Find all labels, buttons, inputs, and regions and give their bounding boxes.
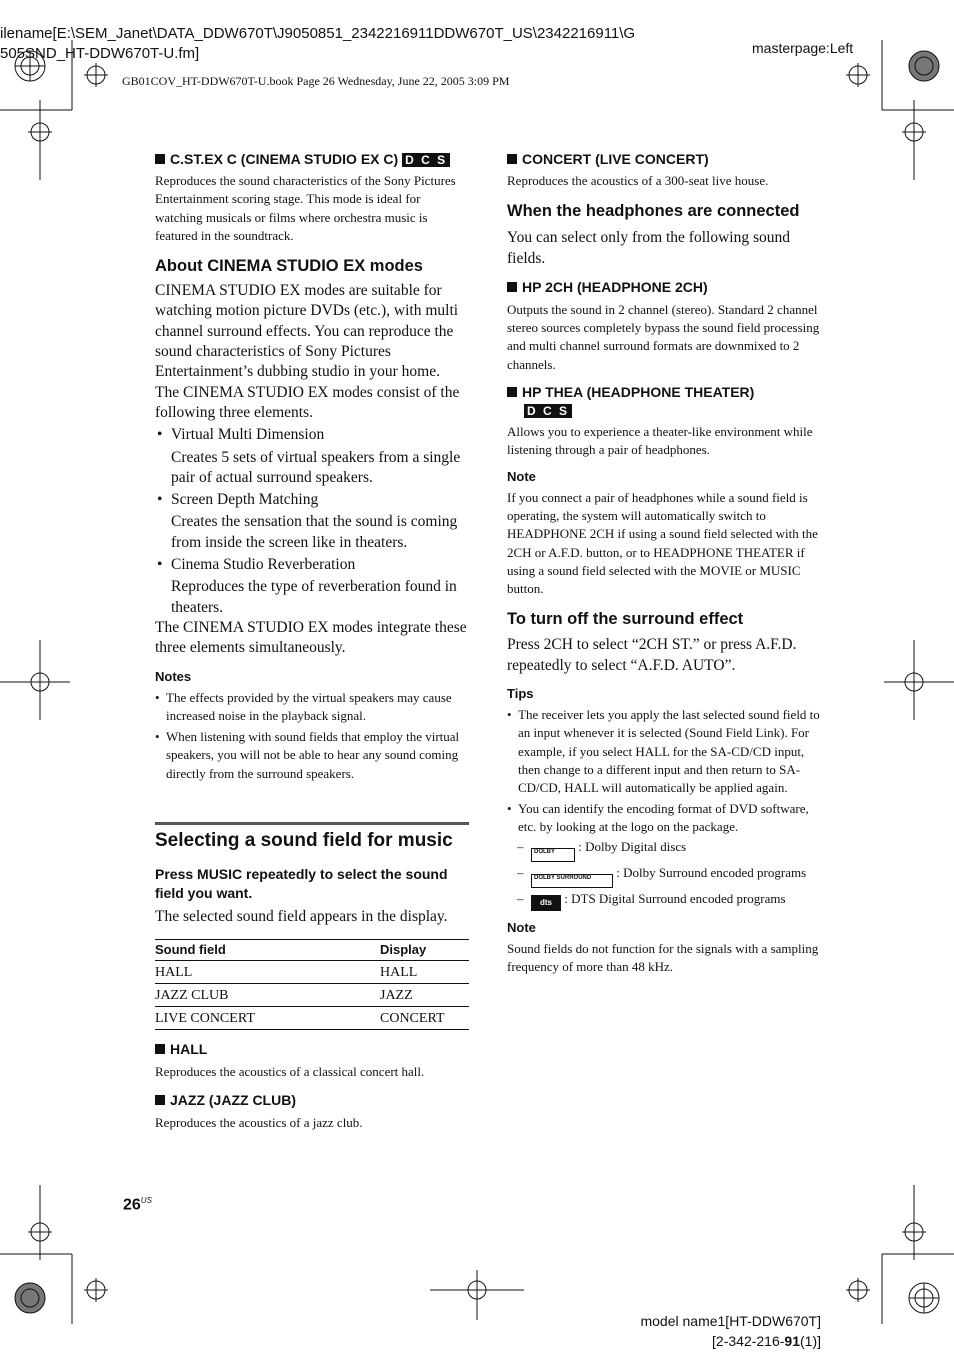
dolby-surround-logo-icon: DOLBY SURROUND: [531, 874, 613, 888]
elements-list: [155, 425, 471, 618]
table-header-row: [155, 940, 469, 961]
model-line-1: model name1[HT-DDW670T]: [640, 1313, 821, 1329]
about-paragraph-3: The CINEMA STUDIO EX modes integrate these three elements simultaneously.: [155, 618, 467, 657]
note-text: Sound fields do not function for the signals with a sampling frequency of more than 48 kHz.: [507, 941, 819, 975]
page-suffix: US: [140, 1196, 152, 1205]
masterpage-label: masterpage:Left: [752, 40, 854, 56]
section-divider: [155, 822, 469, 825]
file-path-line-2: 505SND_HT-DDW670T-U.fm]: [0, 45, 200, 62]
instruction-result: The selected sound field appears in the display.: [155, 908, 448, 925]
about-heading: About CINEMA STUDIO EX modes: [155, 257, 423, 276]
tips-heading: Tips: [507, 686, 534, 702]
jazz-text: Reproduces the acoustics of a jazz club.: [155, 1114, 363, 1130]
model-info: [640, 1311, 821, 1351]
turnoff-heading: To turn off the surround effect: [507, 610, 744, 629]
book-info-line: GB01COV_HT-DDW670T-U.book Page 26 Wednesday, June 22, 2005 3:09 PM: [122, 74, 510, 88]
element-title: • Cinema Studio Reverberation: [155, 555, 471, 575]
table-cell: HALL: [155, 961, 380, 984]
dcs-badge: D C S: [402, 153, 450, 167]
section-heading: Selecting a sound field for music: [155, 830, 453, 851]
square-bullet-icon: [507, 387, 517, 397]
instruction-step: Press MUSIC repeatedly to select the sound field you want.: [155, 866, 448, 901]
hall-text: Reproduces the acoustics of a classical concert hall.: [155, 1064, 425, 1080]
table-row: [155, 1007, 469, 1030]
table-cell: JAZZ: [380, 984, 469, 1007]
table-cell: CONCERT: [380, 1007, 469, 1030]
hp2ch-text: Outputs the sound in 2 channel (stereo). Standard 2 channel stereo sources completely bypass the sound field processing and multi channel surround formats are downmixed to 2 channels.: [507, 301, 820, 372]
note-text: If you connect a pair of headphones while a sound field is operating, the system will automatically switch to HEADPHONE 2CH if using a sound field selected with the 2CH or A.F.D. button, or to HEADPHONE THEATER if using a sound field selected with the MOVIE or MUSIC button.: [507, 489, 818, 597]
about-paragraph-2: The CINEMA STUDIO EX modes consist of the following three elements.: [155, 383, 460, 421]
dts-logo-icon: dts: [531, 895, 561, 911]
square-bullet-icon: [155, 154, 165, 164]
concert-text: Reproduces the acoustics of a 300-seat live house.: [507, 173, 769, 188]
jazz-heading: JAZZ (JAZZ CLUB): [155, 1091, 471, 1109]
note-item: • The effects provided by the virtual speakers may cause increased noise in the playback signal.: [155, 689, 471, 726]
logo-item: – DOLBY SURROUND : Dolby Surround encoded programs: [507, 864, 823, 888]
left-column-lower: [155, 829, 471, 1132]
tip-item: • You can identify the encoding format of DVD software, etc. by looking at the logo on the package.: [507, 800, 823, 837]
table-cell: LIVE CONCERT: [155, 1007, 380, 1030]
file-path-header: [0, 24, 635, 64]
element-desc: Creates the sensation that the sound is coming from inside the screen like in theaters.: [171, 513, 458, 551]
logo-item: – dts : DTS Digital Surround encoded programs: [507, 890, 823, 911]
note-heading: Note: [507, 920, 536, 936]
sound-field-table: [155, 939, 469, 1030]
table-cell: JAZZ CLUB: [155, 984, 380, 1007]
hpthea-heading: HP THEA (HEADPHONE THEATER) D C S: [507, 383, 823, 419]
notes-list: [155, 689, 471, 783]
headphones-text: You can select only from the following sound fields.: [507, 229, 790, 267]
element-desc: Creates 5 sets of virtual speakers from a single pair of actual surround speakers.: [171, 448, 461, 486]
table-row: [155, 961, 469, 984]
logo-item: – DOLBY : Dolby Digital discs: [507, 838, 823, 862]
dcs-badge: D C S: [524, 404, 572, 418]
column-header: Sound field: [155, 940, 380, 961]
cstex-heading: C.ST.EX C (CINEMA STUDIO EX C) D C S: [155, 150, 471, 168]
file-path-line-1: ilename[E:\SEM_Janet\DATA_DDW670T\J9050851_2342216911DDW670T_US\2342216911\G: [0, 25, 636, 42]
column-header: Display: [380, 940, 469, 961]
right-column: [507, 150, 823, 977]
hpthea-text: Allows you to experience a theater-like environment while listening through a pair of headphones.: [507, 424, 813, 458]
about-paragraph-1: CINEMA STUDIO EX modes are suitable for watching motion picture DVDs (etc.), with multi channel surround effects. You can reproduce the sound characteristics of Sony Pictures Entertainment’s dubbing studio in your home.: [155, 282, 459, 381]
dolby-digital-logo-icon: DOLBY: [531, 848, 575, 862]
model-line-2: [2-342-216-91(1)]: [712, 1333, 821, 1349]
page-number: $26^{US}$: [123, 1196, 152, 1214]
square-bullet-icon: [507, 282, 517, 292]
cstex-text: Reproduces the sound characteristics of the Sony Pictures Entertainment scoring stage. This mode is ideal for watching musicals or films where orchestra music is featured in the soundtrack.: [155, 173, 456, 243]
element-desc: Reproduces the type of reverberation found in theaters.: [171, 578, 457, 616]
headphones-heading: When the headphones are connected: [507, 202, 800, 221]
tips-list: [507, 706, 823, 911]
left-column: [155, 150, 471, 783]
table-cell: HALL: [380, 961, 469, 984]
turnoff-text: Press 2CH to select “2CH ST.” or press A.F.D. repeatedly to select “A.F.D. AUTO”.: [507, 636, 797, 674]
hp2ch-heading: HP 2CH (HEADPHONE 2CH): [507, 278, 823, 296]
square-bullet-icon: [155, 1044, 165, 1054]
element-title: • Screen Depth Matching: [155, 490, 471, 510]
concert-heading: CONCERT (LIVE CONCERT): [507, 150, 823, 168]
hall-heading: HALL: [155, 1040, 471, 1058]
table-row: [155, 984, 469, 1007]
tip-item: • The receiver lets you apply the last selected sound field to an input whenever it is selected (Sound Field Link). For example, if you select HALL for the SA-CD/CD input, then change to a different input and then return to SA-CD/CD, HALL will automatically be applied again.: [507, 706, 823, 797]
notes-heading: Notes: [155, 668, 192, 684]
square-bullet-icon: [155, 1095, 165, 1105]
note-item: • When listening with sound fields that employ the virtual speakers, you will not be able to hear any sound coming directly from the surround speakers.: [155, 728, 471, 783]
square-bullet-icon: [507, 154, 517, 164]
note-heading: Note: [507, 468, 536, 484]
element-title: • Virtual Multi Dimension: [155, 425, 471, 445]
